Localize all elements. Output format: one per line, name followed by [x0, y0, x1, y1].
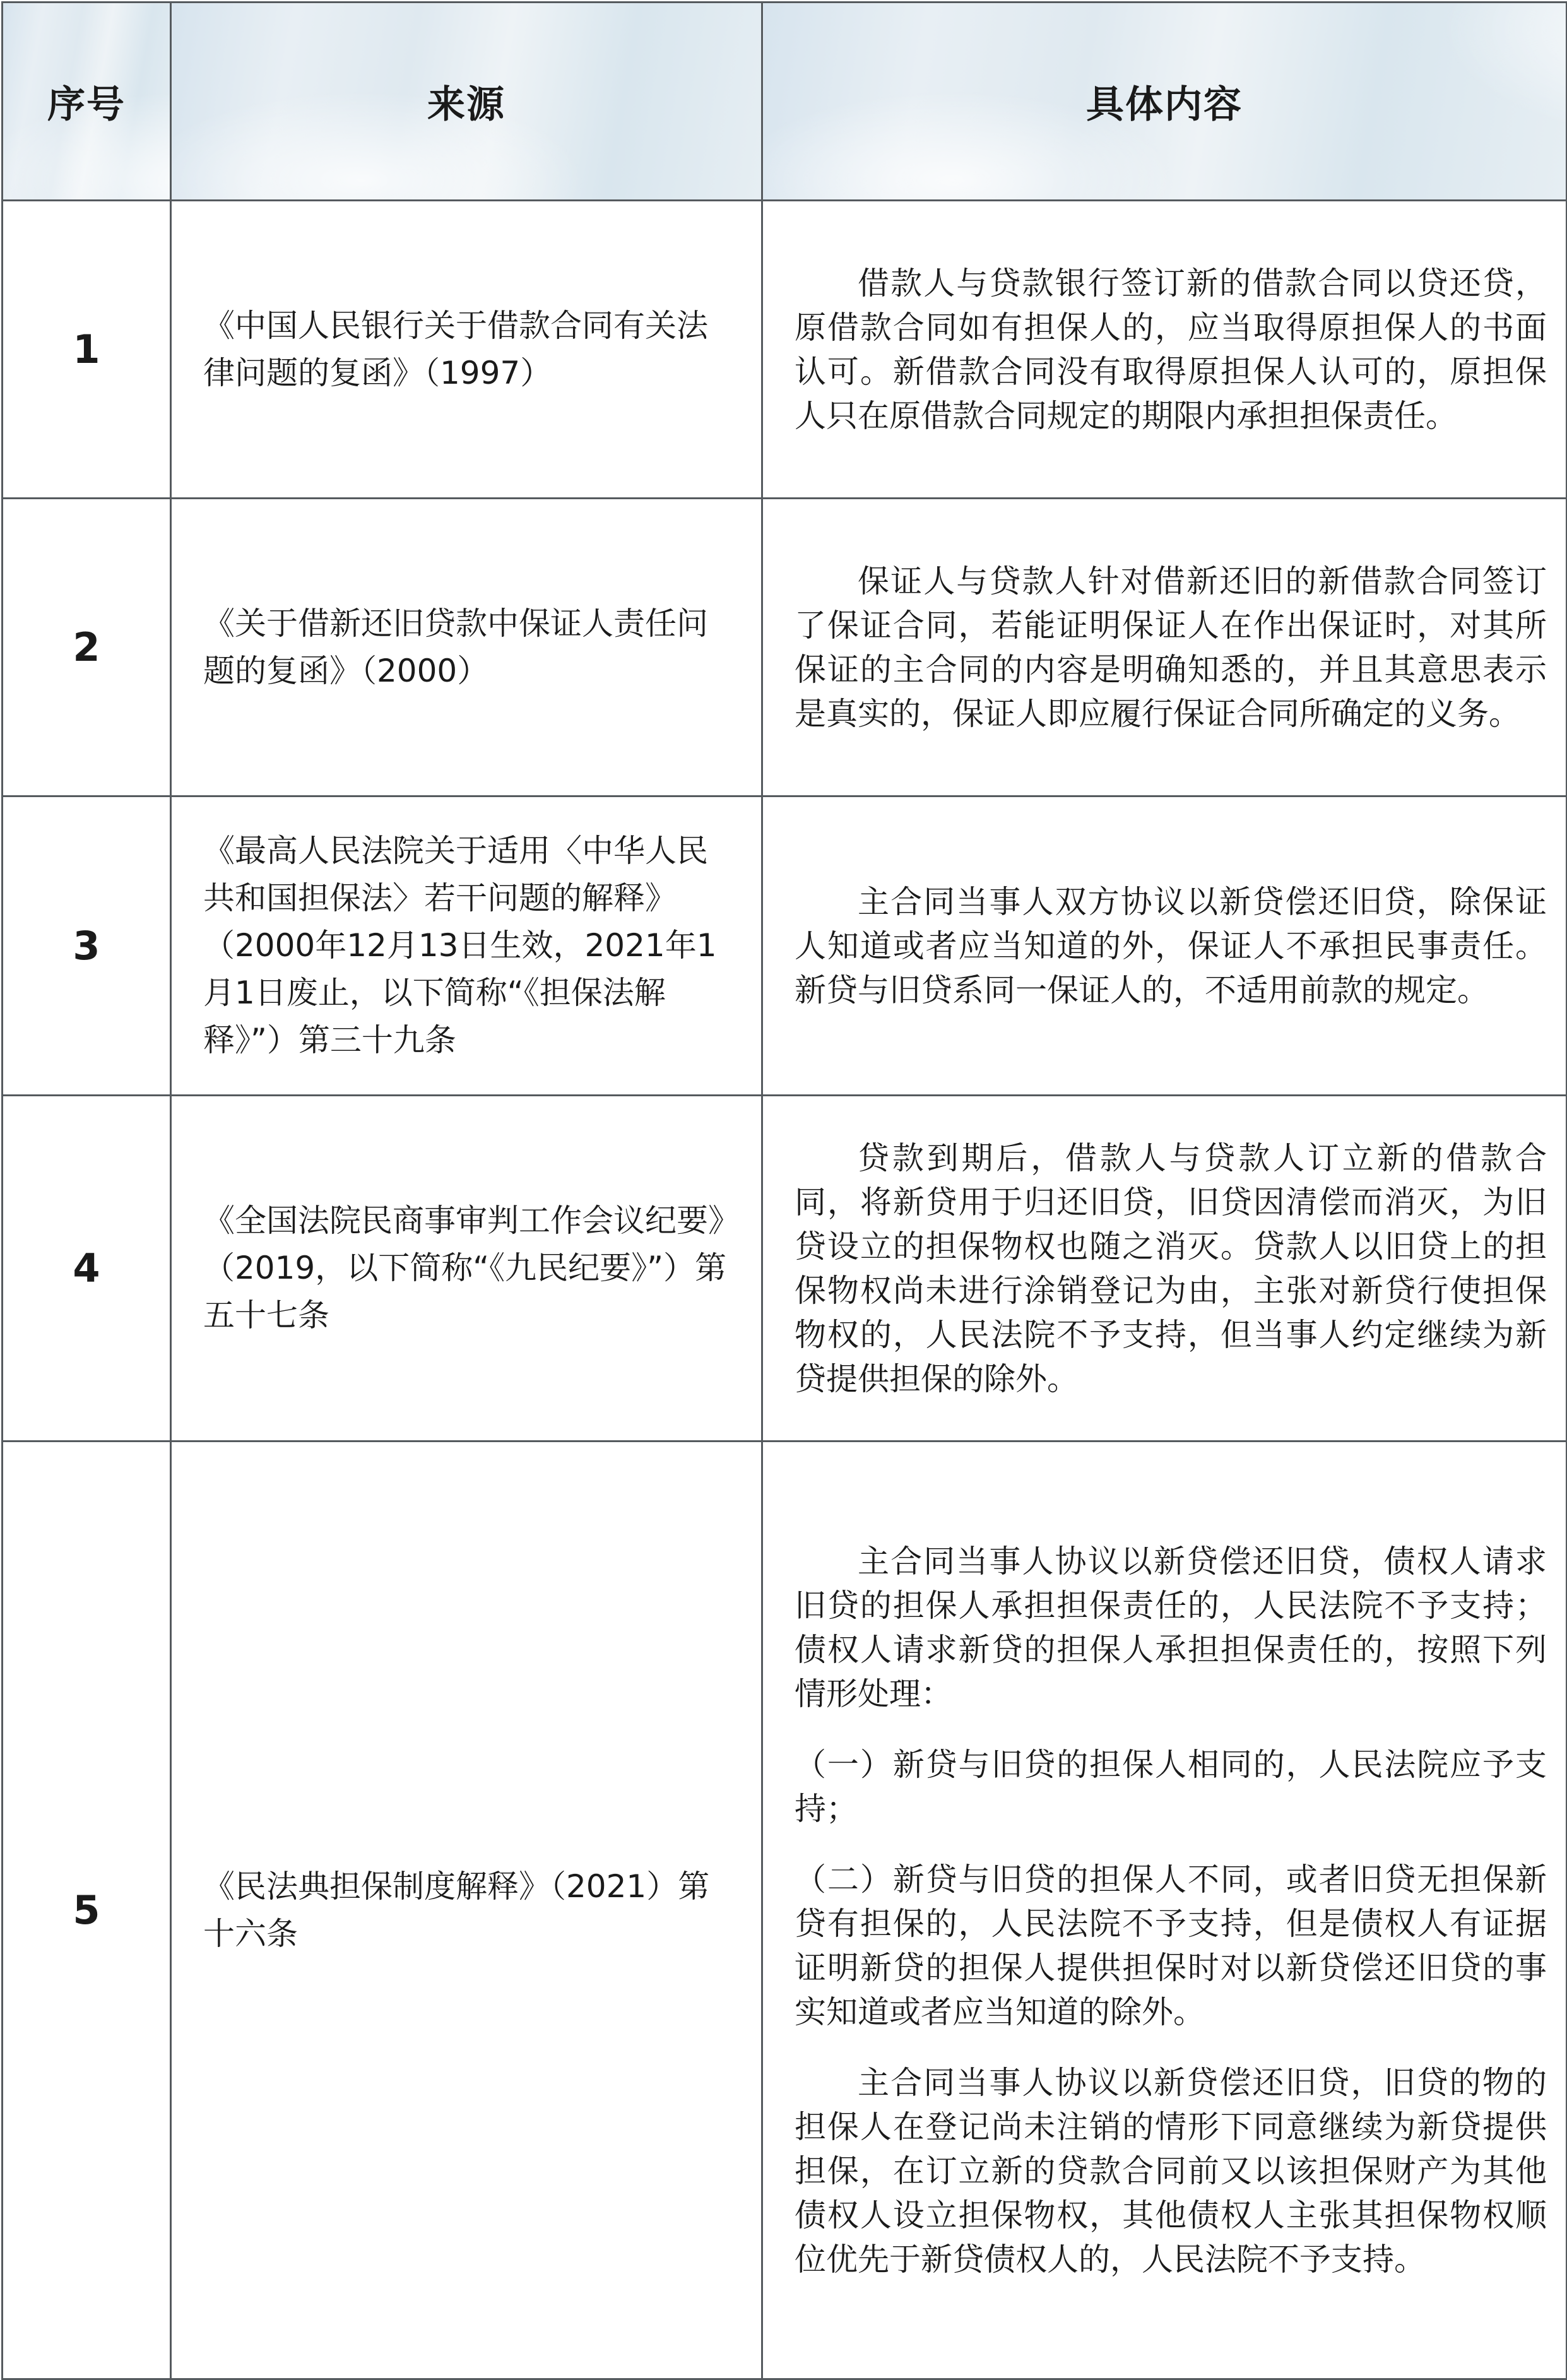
- content-paragraph: 主合同当事人协议以新贷偿还旧贷，旧贷的物的担保人在登记尚未注销的情形下同意继续为新贷提供担保，在订立新的贷款合同前又以该担保财产为其他债权人设立担保物权，其他债权人主张其担保物权顺位优先于新贷债权人的，人民法院不予支持。: [795, 2064, 1547, 2278]
- content-paragraph: 主合同当事人双方协议以新贷偿还旧贷，除保证人知道或者应当知道的外，保证人不承担民事责任。新贷与旧贷系同一保证人的，不适用前款的规定。: [795, 883, 1547, 1009]
- header-num: 序号: [3, 3, 171, 201]
- table-row: [3, 1442, 1567, 2379]
- row-content: [762, 1442, 1567, 2379]
- table-row: [3, 499, 1567, 796]
- row-source: 《中国人民银行关于借款合同有关法律问题的复函》（1997）: [171, 201, 762, 499]
- row-number: 4: [3, 1096, 171, 1442]
- row-number: 2: [3, 499, 171, 796]
- table-row: [3, 201, 1567, 499]
- header-source: 来源: [171, 3, 762, 201]
- content-paragraph: （一）新贷与旧贷的担保人相同的，人民法院应予支持；: [795, 1746, 1547, 1827]
- legal-sources-table: [1, 1, 1567, 2380]
- row-source: 《关于借新还旧贷款中保证人责任问题的复函》（2000）: [171, 499, 762, 796]
- table-header-row: [3, 3, 1567, 201]
- row-number: 1: [3, 201, 171, 499]
- row-number: 5: [3, 1442, 171, 2379]
- content-paragraph: 借款人与贷款银行签订新的借款合同以贷还贷，原借款合同如有担保人的，应当取得原担保人的书面认可。新借款合同没有取得原担保人认可的，原担保人只在原借款合同规定的期限内承担担保责任。: [795, 264, 1547, 434]
- content-paragraph: 主合同当事人协议以新贷偿还旧贷，债权人请求旧贷的担保人承担担保责任的，人民法院不予支持；债权人请求新贷的担保人承担担保责任的，按照下列情形处理：: [795, 1542, 1547, 1712]
- table-row: [3, 796, 1567, 1096]
- row-content: [762, 796, 1567, 1096]
- table-row: [3, 1096, 1567, 1442]
- legal-sources-table-container: [1, 1, 1566, 2376]
- row-content: [762, 1096, 1567, 1442]
- header-content: 具体内容: [762, 3, 1567, 201]
- row-number: 3: [3, 796, 171, 1096]
- row-content: [762, 499, 1567, 796]
- row-source: 《全国法院民商事审判工作会议纪要》（2019，以下简称“《九民纪要》”）第五十七条: [171, 1096, 762, 1442]
- content-paragraph: 贷款到期后，借款人与贷款人订立新的借款合同，将新贷用于归还旧贷，旧贷因清偿而消灭，为旧贷设立的担保物权也随之消灭。贷款人以旧贷上的担保物权尚未进行涂销登记为由，主张对新贷行使担保物权的，人民法院不予支持，但当事人约定继续为新贷提供担保的除外。: [795, 1139, 1547, 1397]
- row-content: [762, 201, 1567, 499]
- row-source: 《最高人民法院关于适用〈中华人民共和国担保法〉若干问题的解释》（2000年12月13日生效，2021年1月1日废止，以下简称“《担保法解释》”）第三十九条: [171, 796, 762, 1096]
- content-paragraph: 保证人与贷款人针对借新还旧的新借款合同签订了保证合同，若能证明保证人在作出保证时，对其所保证的主合同的内容是明确知悉的，并且其意思表示是真实的，保证人即应履行保证合同所确定的义务。: [795, 562, 1547, 732]
- content-paragraph: （二）新贷与旧贷的担保人不同，或者旧贷无担保新贷有担保的，人民法院不予支持，但是债权人有证据证明新贷的担保人提供担保时对以新贷偿还旧贷的事实知道或者应当知道的除外。: [795, 1861, 1547, 2030]
- row-source: 《民法典担保制度解释》（2021）第十六条: [171, 1442, 762, 2379]
